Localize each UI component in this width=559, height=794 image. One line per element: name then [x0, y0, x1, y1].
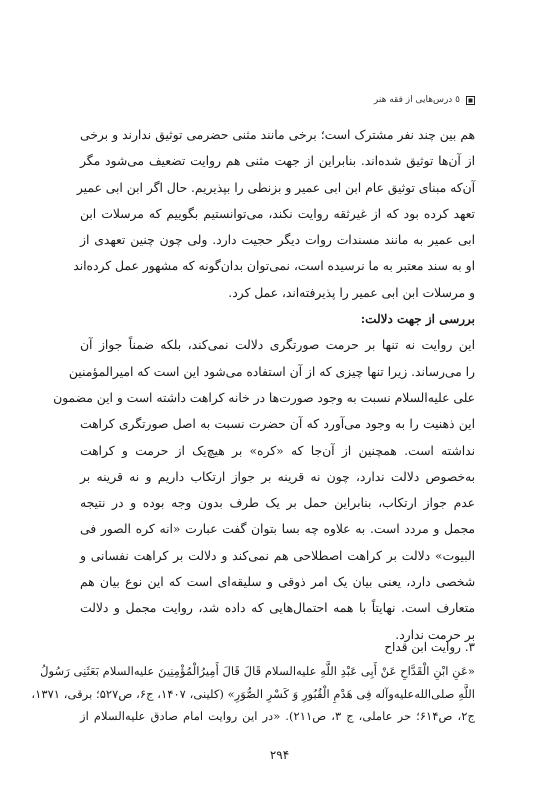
running-header — [84, 92, 475, 108]
text-line: متعارف است. نهایتاً با همه احتمال‌هایی که داده شد، روایت مجمل و دلالت — [80, 601, 475, 616]
text-line: از آن‌ها توثیق شده‌اند. بنابراین از جهت مثنی هم روایت تضعیف می‌شود مگر — [80, 154, 475, 169]
text-line: ابی عمیر به مانند مسندات روات دیگر حجیت دارد. ولی چون چنین تعهدی از — [80, 233, 475, 248]
text-line: شخصی دارد، یعنی بیان یک امر ذوقی و سلیقه‌ای است که این نوع بیان هم — [80, 575, 475, 590]
text-line: هم بین چند نفر مشترک است؛ برخی مانند مثنی حضرمی توثیق ندارند و برخی — [80, 128, 475, 142]
quote-line: اللَّهِ صلی‌الله‌علیه‌وآله فِی هَدْمِ الْقُبُورِ وَ کَسْرِ الصُّوَرِ» (کلینی، ۱۴۰۷، ج۶، ص۵۲۷؛ برقی، ۱۳۷۱، — [31, 686, 475, 701]
text-line: این روایت نه تنها بر حرمت صورتگری دلالت نمی‌کند، بلکه ضمناً جواز آن — [80, 338, 475, 353]
text-line: مجمل و مردد است. به علاوه چه بسا بتوان گفت عبارت «انه کره الصور فی — [80, 522, 475, 537]
subsection-title: ۳. روایت ابن قداح — [384, 640, 475, 654]
text-line: به‌خصوص دلالت ندارد، چون نه قرینه بر جواز ارتکاب داریم و نه قرینه بر — [80, 469, 475, 484]
text-line: نداشته است. همچنین از آن‌جا که «کره» بر هیچ‌یک از حرمت و کراهت — [80, 443, 475, 458]
page-number: ۲۹۴ — [269, 748, 290, 762]
text-line: بر حرمت ندارد. — [395, 627, 475, 642]
text-line: او به سند معتبر به ما نرسیده است، نمی‌توان بدان‌گونه که مشهور عمل کرده‌اند — [73, 259, 475, 274]
section-marker-icon — [466, 96, 475, 105]
text-line: تعهد کرده بود که از غیرثقه روایت نکند، می‌توانستیم بگوییم که مرسلات ابن — [80, 206, 475, 221]
quote-line: ج۲، ص۶۱۴؛ حر عاملی، ج ۳، ص۲۱۱). «در این روایت امام صادق علیه‌السلام از — [80, 709, 475, 723]
paragraph-2 — [53, 332, 475, 648]
quote-line: «عَنِ ابْنِ الْقَدَّاحِ عَنْ أَبِی عَبْدِ اللَّهِ علیه‌السلام قَالَ قَالَ أَمِیرُالْمُؤْمِنِینَ علیه‌السلام بَعَثَنِی رَسُولُ — [40, 664, 475, 678]
text-line: و مرسلات ابن ابی عمیر را پذیرفته‌اند، عمل کرد. — [228, 285, 475, 300]
text-line: آن‌که مبنای توثیق عام ابن ابی عمیر و بزنطی را بپذیریم. حال اگر ابن ابی عمیر — [76, 180, 475, 195]
text-line: البیوت» دلالت بر کراهت اصطلاحی هم نمی‌کند و دلالت بر کراهت نفسانی و — [80, 548, 475, 563]
text-line: این ذهنیت را به وجود می‌آورد که آن حضرت نسبت به اصل صورتگری کراهت — [80, 417, 475, 432]
text-line: علی علیه‌السلام نسبت به وجود صورت‌ها در خانه کراهت داشته است و این مضمون — [53, 390, 475, 405]
running-title: ٥ درس‌هایی از فقه هنر — [373, 95, 460, 105]
paragraph-1 — [73, 122, 475, 306]
page-body — [53, 122, 475, 648]
text-line: عدم جواز ارتکاب، بنابراین حمل بر یک طرف بدون وجه بوده و در نتیجه — [80, 496, 475, 511]
section-heading: بررسی از جهت دلالت: — [360, 312, 475, 327]
hadith-quote — [31, 660, 475, 728]
text-line: را می‌رساند. زیرا تنها چیزی که از آن استفاده می‌شود این است که امیرالمؤمنین — [68, 364, 475, 379]
